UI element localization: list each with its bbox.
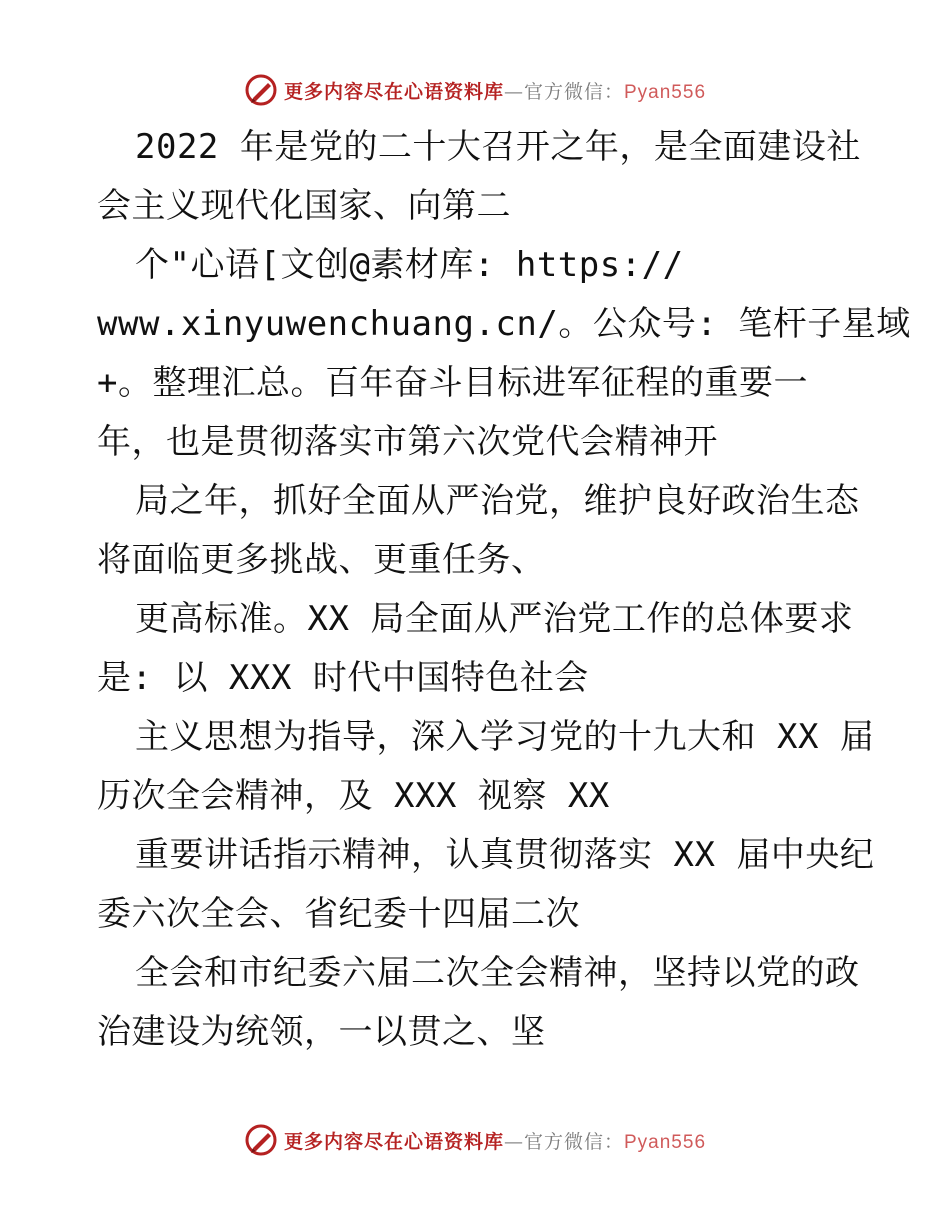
footer-banner-wechat-id: Pyan556: [624, 1131, 707, 1153]
footer-banner: [0, 1120, 950, 1160]
body-line: 年，也是贯彻落实市第六次党代会精神开: [97, 422, 718, 462]
header-banner: [0, 70, 950, 110]
body-line: www.xinyuwenchuang.cn/。公众号: 笔杆子星域: [97, 304, 911, 344]
header-banner-text: [284, 77, 706, 104]
body-line: 委六次全会、省纪委十四届二次: [97, 894, 580, 934]
body-line: 重要讲话指示精神，认真贯彻落实 XX 届中央纪: [135, 835, 875, 875]
header-banner-label: 官方微信：: [523, 80, 624, 103]
body-line: 将面临更多挑战、更重任务、: [97, 540, 546, 580]
body-line: 局之年，抓好全面从严治党，维护良好政治生态: [135, 481, 860, 521]
footer-banner-text: [284, 1127, 706, 1154]
body-line: 2022 年是党的二十大召开之年，是全面建设社: [135, 127, 861, 167]
body-line: 历次全会精神，及 XXX 视察 XX: [97, 776, 610, 816]
body-line: 全会和市纪委六届二次全会精神，坚持以党的政: [135, 953, 860, 993]
body-line: 是: 以 XXX 时代中国特色社会: [97, 658, 589, 698]
header-banner-main: 更多内容尽在心语资料库: [283, 80, 504, 103]
body-line: +。整理汇总。百年奋斗目标进军征程的重要一: [97, 363, 808, 403]
header-banner-dash: —: [503, 80, 524, 103]
footer-banner-main: 更多内容尽在心语资料库: [283, 1130, 504, 1153]
pen-logo-icon: [244, 73, 278, 107]
body-line: 会主义现代化国家、向第二: [97, 186, 511, 226]
header-banner-wechat-id: Pyan556: [624, 81, 707, 103]
pen-logo-icon: [244, 1123, 278, 1157]
document-body: [97, 118, 911, 1062]
footer-banner-label: 官方微信：: [523, 1130, 624, 1153]
body-line: 主义思想为指导，深入学习党的十九大和 XX 届: [135, 717, 875, 757]
footer-banner-dash: —: [503, 1130, 524, 1153]
body-line: 治建设为统领，一以贯之、坚: [97, 1012, 546, 1052]
body-line: 更高标准。XX 局全面从严治党工作的总体要求: [135, 599, 854, 639]
body-line: 个"心语[文创@素材库: https://: [135, 245, 684, 285]
